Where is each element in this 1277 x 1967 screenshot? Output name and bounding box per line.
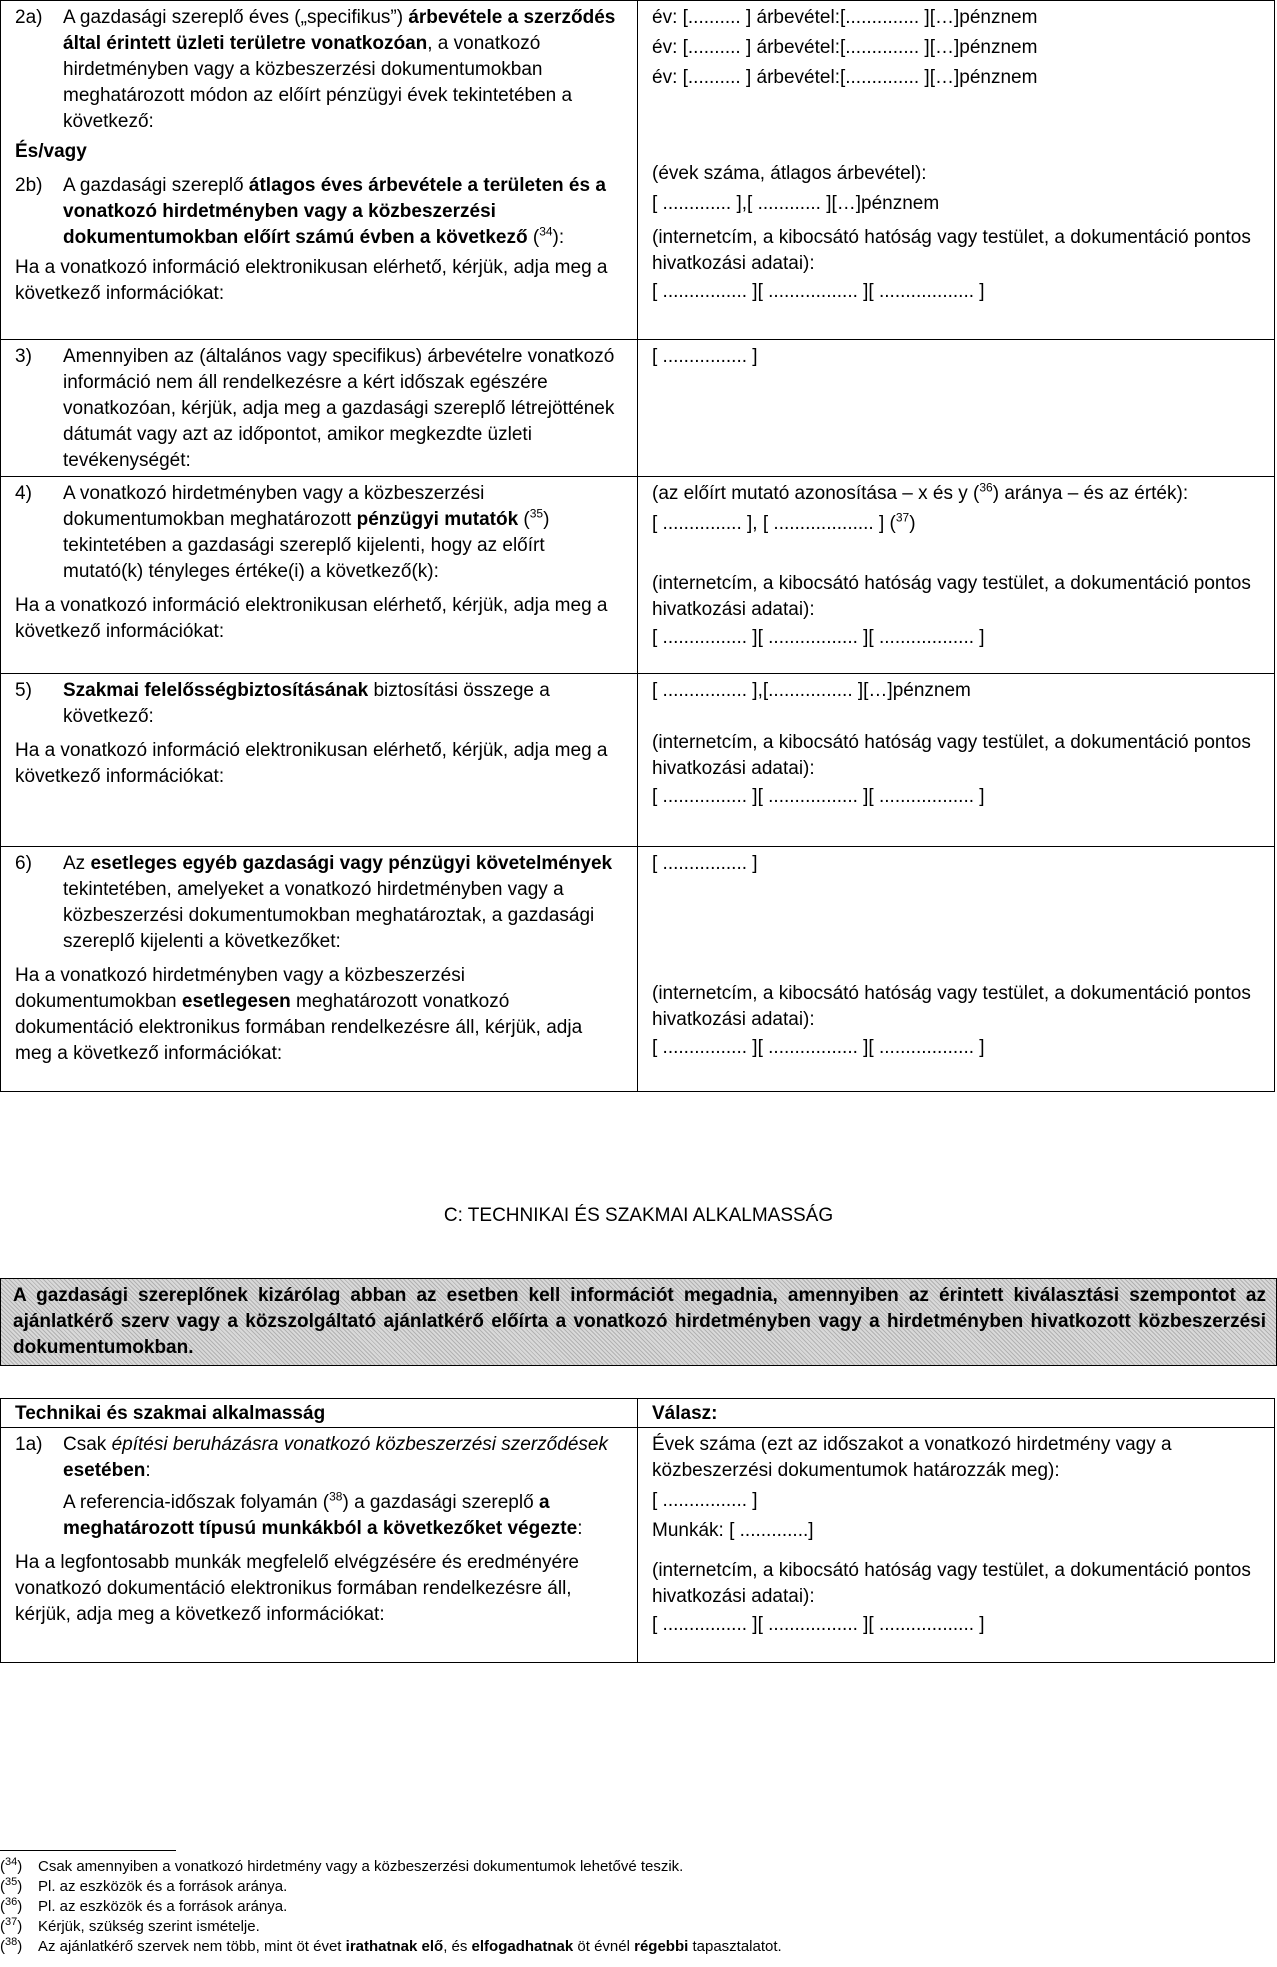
reference-label: (internetcím, a kibocsátó hatóság vagy testület, a dokumentáció pontos hivatkozási adatai): [652, 983, 1251, 1030]
table-row [1, 1, 1275, 340]
reference-instruction: Ha a vonatkozó információ elektronikusan elérhető, kérjük, adja meg a következő információkat: [15, 740, 608, 787]
footnote-mark: 36 [5, 1896, 18, 1908]
reference-label: (internetcím, a kibocsátó hatóság vagy testület, a dokumentáció pontos hivatkozási adatai): [652, 573, 1251, 620]
footnote-divider [0, 1850, 176, 1851]
item-text [63, 1432, 623, 1542]
years-label: Évek száma (ezt az időszakot a vonatkozó hirdetmény vagy a közbeszerzési dokumentumok határozzák meg): [652, 1434, 1172, 1481]
insurance-answer[interactable]: [ ................ ],[................ ][…]pénznem [652, 680, 971, 701]
list-item [15, 173, 623, 251]
reference-answer[interactable]: [ ................ ][ ................. ][ .................. ] [652, 1614, 985, 1635]
item-number: 3) [15, 346, 32, 367]
ratio-label: (az előírt mutató azonosítása – x és y ($^{36}$) aránya – és az érték): [652, 480, 1189, 504]
reference-instruction: Ha a vonatkozó hirdetményben vagy a közbeszerzési dokumentumokban esetlegesen meghatározott vonatkozó dokumentáció elektronikus formában rendelkezésre áll, kérjük, adja meg a következő információkat: [15, 965, 583, 1064]
table-row [1, 340, 1275, 477]
table-header-row [1, 1399, 1275, 1428]
table-row [1, 847, 1275, 1092]
reference-label: (internetcím, a kibocsátó hatóság vagy testület, a dokumentáció pontos hivatkozási adatai): [652, 227, 1251, 274]
list-item [15, 1432, 623, 1542]
item-text: Szakmai felelősségbiztosításának biztosítási összege a következő: [63, 680, 550, 727]
average-turnover-answer[interactable]: [ ............. ],[ ............ ][…]pénznem [652, 193, 940, 214]
reference-instruction: Ha a vonatkozó információ elektronikusan elérhető, kérjük, adja meg a következő információkat: [15, 595, 608, 642]
item-text: A gazdasági szereplő éves („specifikus”) árbevétele a szerződés által érintett üzleti területre vonatkozóan, a vonatkozó hirdetményben vagy a közbeszerzési dokumentumokban meghatározott módon az előírt pénzügyi évek tekintetében a következő: [63, 7, 616, 132]
item-text: Az esetleges egyéb gazdasági vagy pénzügyi követelmények tekintetében, amelyeket a vonatkozó hirdetményben vagy a közbeszerzési dokumentumokban meghatároztak, a gazdasági szereplő kijelenti a következőket: [63, 853, 613, 952]
reference-answer[interactable]: [ ................ ][ ................. ][ .................. ] [652, 627, 985, 648]
reference-answer[interactable]: [ ................ ][ ................. ][ .................. ] [652, 1037, 985, 1058]
footnote: ($^{36}$) Pl. az eszközök és a források aránya. [0, 1896, 288, 1915]
question-cell [1, 340, 638, 477]
reference-answer[interactable]: [ ................ ][ ................. ][ .................. ] [652, 281, 985, 302]
item-number: 1a) [15, 1434, 43, 1455]
section-title: C: TECHNIKAI ÉS SZAKMAI ALKALMASSÁG [443, 1205, 834, 1226]
list-item [15, 5, 623, 135]
question-cell [1, 674, 638, 847]
footnote-text: Pl. az eszközök és a források aránya. [38, 1898, 288, 1915]
answer-cell [638, 847, 1275, 1092]
footnote: ($^{35}$) Pl. az eszközök és a források aránya. [0, 1876, 288, 1895]
item-text-line: Csak építési beruházásra vonatkozó közbeszerzési szerződések esetében: [63, 1434, 608, 1481]
item-text: A vonatkozó hirdetményben vagy a közbeszerzési dokumentumokban meghatározott pénzügyi mutatók ($^{35}$) tekintetében a gazdasági szereplő kijelenti, hogy az előírt mutató(k) tényleges értéke(i) a következő(k): [63, 483, 550, 582]
table-row [1, 674, 1275, 847]
notice-box: A gazdasági szereplőnek kizárólag abban az esetben kell információt megadnia, amennyiben az érintett kiválasztási szempontot az ajánlatkérő szerv vagy a közszolgáltató ajánlatkérő előírta a vonatkozó hirdetményben vagy a hirdetményben hivatkozott közbeszerzési dokumentumokban. [0, 1278, 1277, 1366]
average-turnover-label: (évek száma, átlagos árbevétel): [652, 163, 927, 184]
turnover-answer-3[interactable]: év: [.......... ] árbevétel:[.............. ][…]pénznem [652, 67, 1038, 88]
item-number: 4) [15, 483, 32, 504]
footnote-mark: 34 [5, 1856, 18, 1868]
reference-answer[interactable]: [ ................ ][ ................. ][ .................. ] [652, 786, 985, 807]
footnote-text: Az ajánlatkérő szervek nem több, mint öt évet irathatnak elő, és elfogadhatnak öt évnél régebbi tapasztalatot. [38, 1938, 782, 1955]
question-cell [1, 1, 638, 340]
answer-cell [638, 340, 1275, 477]
item-number: 5) [15, 680, 32, 701]
item-number: 2a) [15, 7, 43, 28]
answer-cell [638, 477, 1275, 674]
reference-label: (internetcím, a kibocsátó hatóság vagy testület, a dokumentáció pontos hivatkozási adatai): [652, 732, 1251, 779]
list-item [15, 481, 623, 585]
footnote: ($^{37}$) Kérjük, szükség szerint ismételje. [0, 1916, 260, 1935]
table-row [1, 1428, 1275, 1663]
answer-cell [638, 674, 1275, 847]
technical-ability-table [0, 1398, 1275, 1663]
question-cell [1, 477, 638, 674]
column-header: Technikai és szakmai alkalmasság [1, 1399, 638, 1428]
question-cell [1, 1428, 638, 1663]
list-item [15, 851, 623, 955]
footnotes [0, 1850, 1277, 1957]
footnote-mark: 38 [5, 1936, 18, 1948]
start-date-answer[interactable]: [ ................ ] [652, 346, 758, 367]
footnote-text: Kérjük, szükség szerint ismételje. [38, 1918, 260, 1935]
footnote-text: Pl. az eszközök és a források aránya. [38, 1878, 288, 1895]
answer-cell [638, 1428, 1275, 1663]
footnote: ($^{34}$) Csak amennyiben a vonatkozó hirdetmény vagy a közbeszerzési dokumentumok lehetővé teszik. [0, 1856, 684, 1875]
list-item [15, 678, 623, 730]
turnover-answer-1[interactable]: év: [.......... ] árbevétel:[.............. ][…]pénznem [652, 7, 1038, 28]
footnote-text: Csak amennyiben a vonatkozó hirdetmény vagy a közbeszerzési dokumentumok lehetővé teszik. [38, 1858, 684, 1875]
reference-label: (internetcím, a kibocsátó hatóság vagy testület, a dokumentáció pontos hivatkozási adatai): [652, 1560, 1251, 1607]
reference-instruction: Ha a vonatkozó információ elektronikusan elérhető, kérjük, adja meg a következő információkat: [15, 257, 608, 304]
ratio-answer[interactable]: [ ............... ], [ ................... ] ($^{37}$) [652, 510, 916, 534]
turnover-answer-2[interactable]: év: [.......... ] árbevétel:[.............. ][…]pénznem [652, 37, 1038, 58]
reference-instruction: Ha a legfontosabb munkák megfelelő elvégzésére és eredményére vonatkozó dokumentáció elektronikus formában rendelkezésre áll, kérjük, adja meg a következő információkat: [15, 1552, 579, 1625]
footnote-mark: 37 [5, 1916, 18, 1928]
works-answer[interactable]: Munkák: [ .............] [652, 1520, 814, 1541]
and-or-label: És/vagy [15, 141, 87, 162]
other-requirements-answer[interactable]: [ ................ ] [652, 853, 758, 874]
question-cell [1, 847, 638, 1092]
list-item [15, 344, 623, 474]
item-number: 2b) [15, 175, 43, 196]
years-answer[interactable]: [ ................ ] [652, 1490, 758, 1511]
item-number: 6) [15, 853, 32, 874]
item-text: A gazdasági szereplő átlagos éves árbevétele a területen és a vonatkozó hirdetményben vagy a közbeszerzési dokumentumokban előírt számú évben a következő ($^{34}$): [63, 175, 606, 248]
table-row [1, 477, 1275, 674]
column-header: Válasz: [638, 1399, 1275, 1428]
answer-cell [638, 1, 1275, 340]
footnote: ($^{38}$) Az ajánlatkérő szervek nem több, mint öt évet irathatnak elő, és elfogadhatnak öt évnél régebbi tapasztalatot. [0, 1936, 782, 1955]
item-text-line: A referencia-időszak folyamán ($^{38}$) a gazdasági szereplő a meghatározott típusú munkákból a következőket végezte: [63, 1489, 583, 1539]
footnote-mark: 35 [5, 1876, 18, 1888]
item-text: Amennyiben az (általános vagy specifikus) árbevételre vonatkozó információ nem áll rendelkezésre a kért időszak egészére vonatkozóan, kérjük, adja meg a gazdasági szereplő létrejöttének dátumát vagy azt az időpontot, amikor megkezdte üzleti tevékenységét: [63, 346, 615, 471]
